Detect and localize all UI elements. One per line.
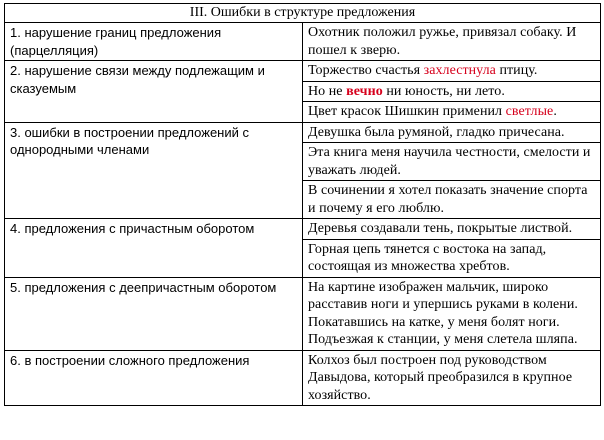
table-row xyxy=(5,61,601,123)
error-type-cell: 3. ошибки в построении предложений с однородными членами xyxy=(5,122,303,219)
example-sentence xyxy=(303,143,600,181)
example-sentence xyxy=(303,24,600,59)
example-sentence xyxy=(303,124,600,144)
example-text: птицу. xyxy=(495,63,538,78)
error-type-cell: 4. предложения с причастным оборотом xyxy=(5,219,303,278)
example-text: Покатавшись на катке, у меня болят ноги. Подъезжая к станции, у меня слетела шляпа. xyxy=(308,314,578,347)
example-sentence xyxy=(303,102,600,121)
table-row xyxy=(5,350,601,406)
example-text: ни юность, ни лето. xyxy=(382,83,505,99)
example-sentence xyxy=(303,220,600,240)
example-text: Колхоз был построен под руководством Давыдова, который преобразился в крупное хозяйство. xyxy=(308,352,573,403)
example-sentence xyxy=(303,352,600,405)
highlighted-error-word: светлые xyxy=(505,104,554,119)
highlighted-error-word: вечно xyxy=(346,83,383,99)
examples-cell xyxy=(303,61,601,123)
table-row xyxy=(5,122,601,219)
examples-cell xyxy=(303,122,601,219)
table-row xyxy=(5,23,601,61)
example-sentence xyxy=(303,181,600,217)
examples-cell xyxy=(303,219,601,278)
example-text: Эта книга меня научила честности, смелости и уважать людей. xyxy=(308,145,591,178)
error-type-cell: 5. предложения с деепричастным оборотом xyxy=(5,277,303,350)
error-type-cell: 1. нарушение границ предложения (парцелляция) xyxy=(5,23,303,61)
table-body xyxy=(5,23,601,406)
example-text: . xyxy=(553,104,557,119)
errors-table xyxy=(4,3,601,406)
example-text: На картине изображен мальчик, широко расставив ноги и упершись руками в колени. xyxy=(308,279,578,312)
example-text: Деревья создавали тень, покрытые листвой. xyxy=(308,221,573,236)
examples-cell xyxy=(303,277,601,350)
error-type-cell: 6. в построении сложного предложения xyxy=(5,350,303,406)
error-type-cell: 2. нарушение связи между подлежащим и сказуемым xyxy=(5,61,303,123)
example-text: Охотник положил ружье, привязал собаку. И пошел к зверю. xyxy=(308,25,577,58)
examples-cell xyxy=(303,23,601,61)
example-text: Торжество счастья xyxy=(308,63,424,78)
table-row xyxy=(5,277,601,350)
example-text: Цвет красок Шишкин применил xyxy=(308,104,506,119)
highlighted-error-word: захлестнула xyxy=(423,63,496,78)
table-row xyxy=(5,219,601,278)
example-text: Девушка была румяной, гладко причесана. xyxy=(308,124,565,140)
examples-cell xyxy=(303,350,601,406)
example-sentence xyxy=(303,82,600,103)
example-sentence xyxy=(303,62,600,82)
example-text: В сочинении я хотел показать значение спорта и почему я его люблю. xyxy=(308,183,588,216)
example-sentence xyxy=(303,240,600,276)
table-title: III. Ошибки в структуре предложения xyxy=(5,4,601,23)
example-text: Горная цепь тянется с востока на запад, состоящая из множества хребтов. xyxy=(308,241,547,274)
example-sentence xyxy=(303,279,600,349)
example-text: Но не xyxy=(308,83,347,99)
